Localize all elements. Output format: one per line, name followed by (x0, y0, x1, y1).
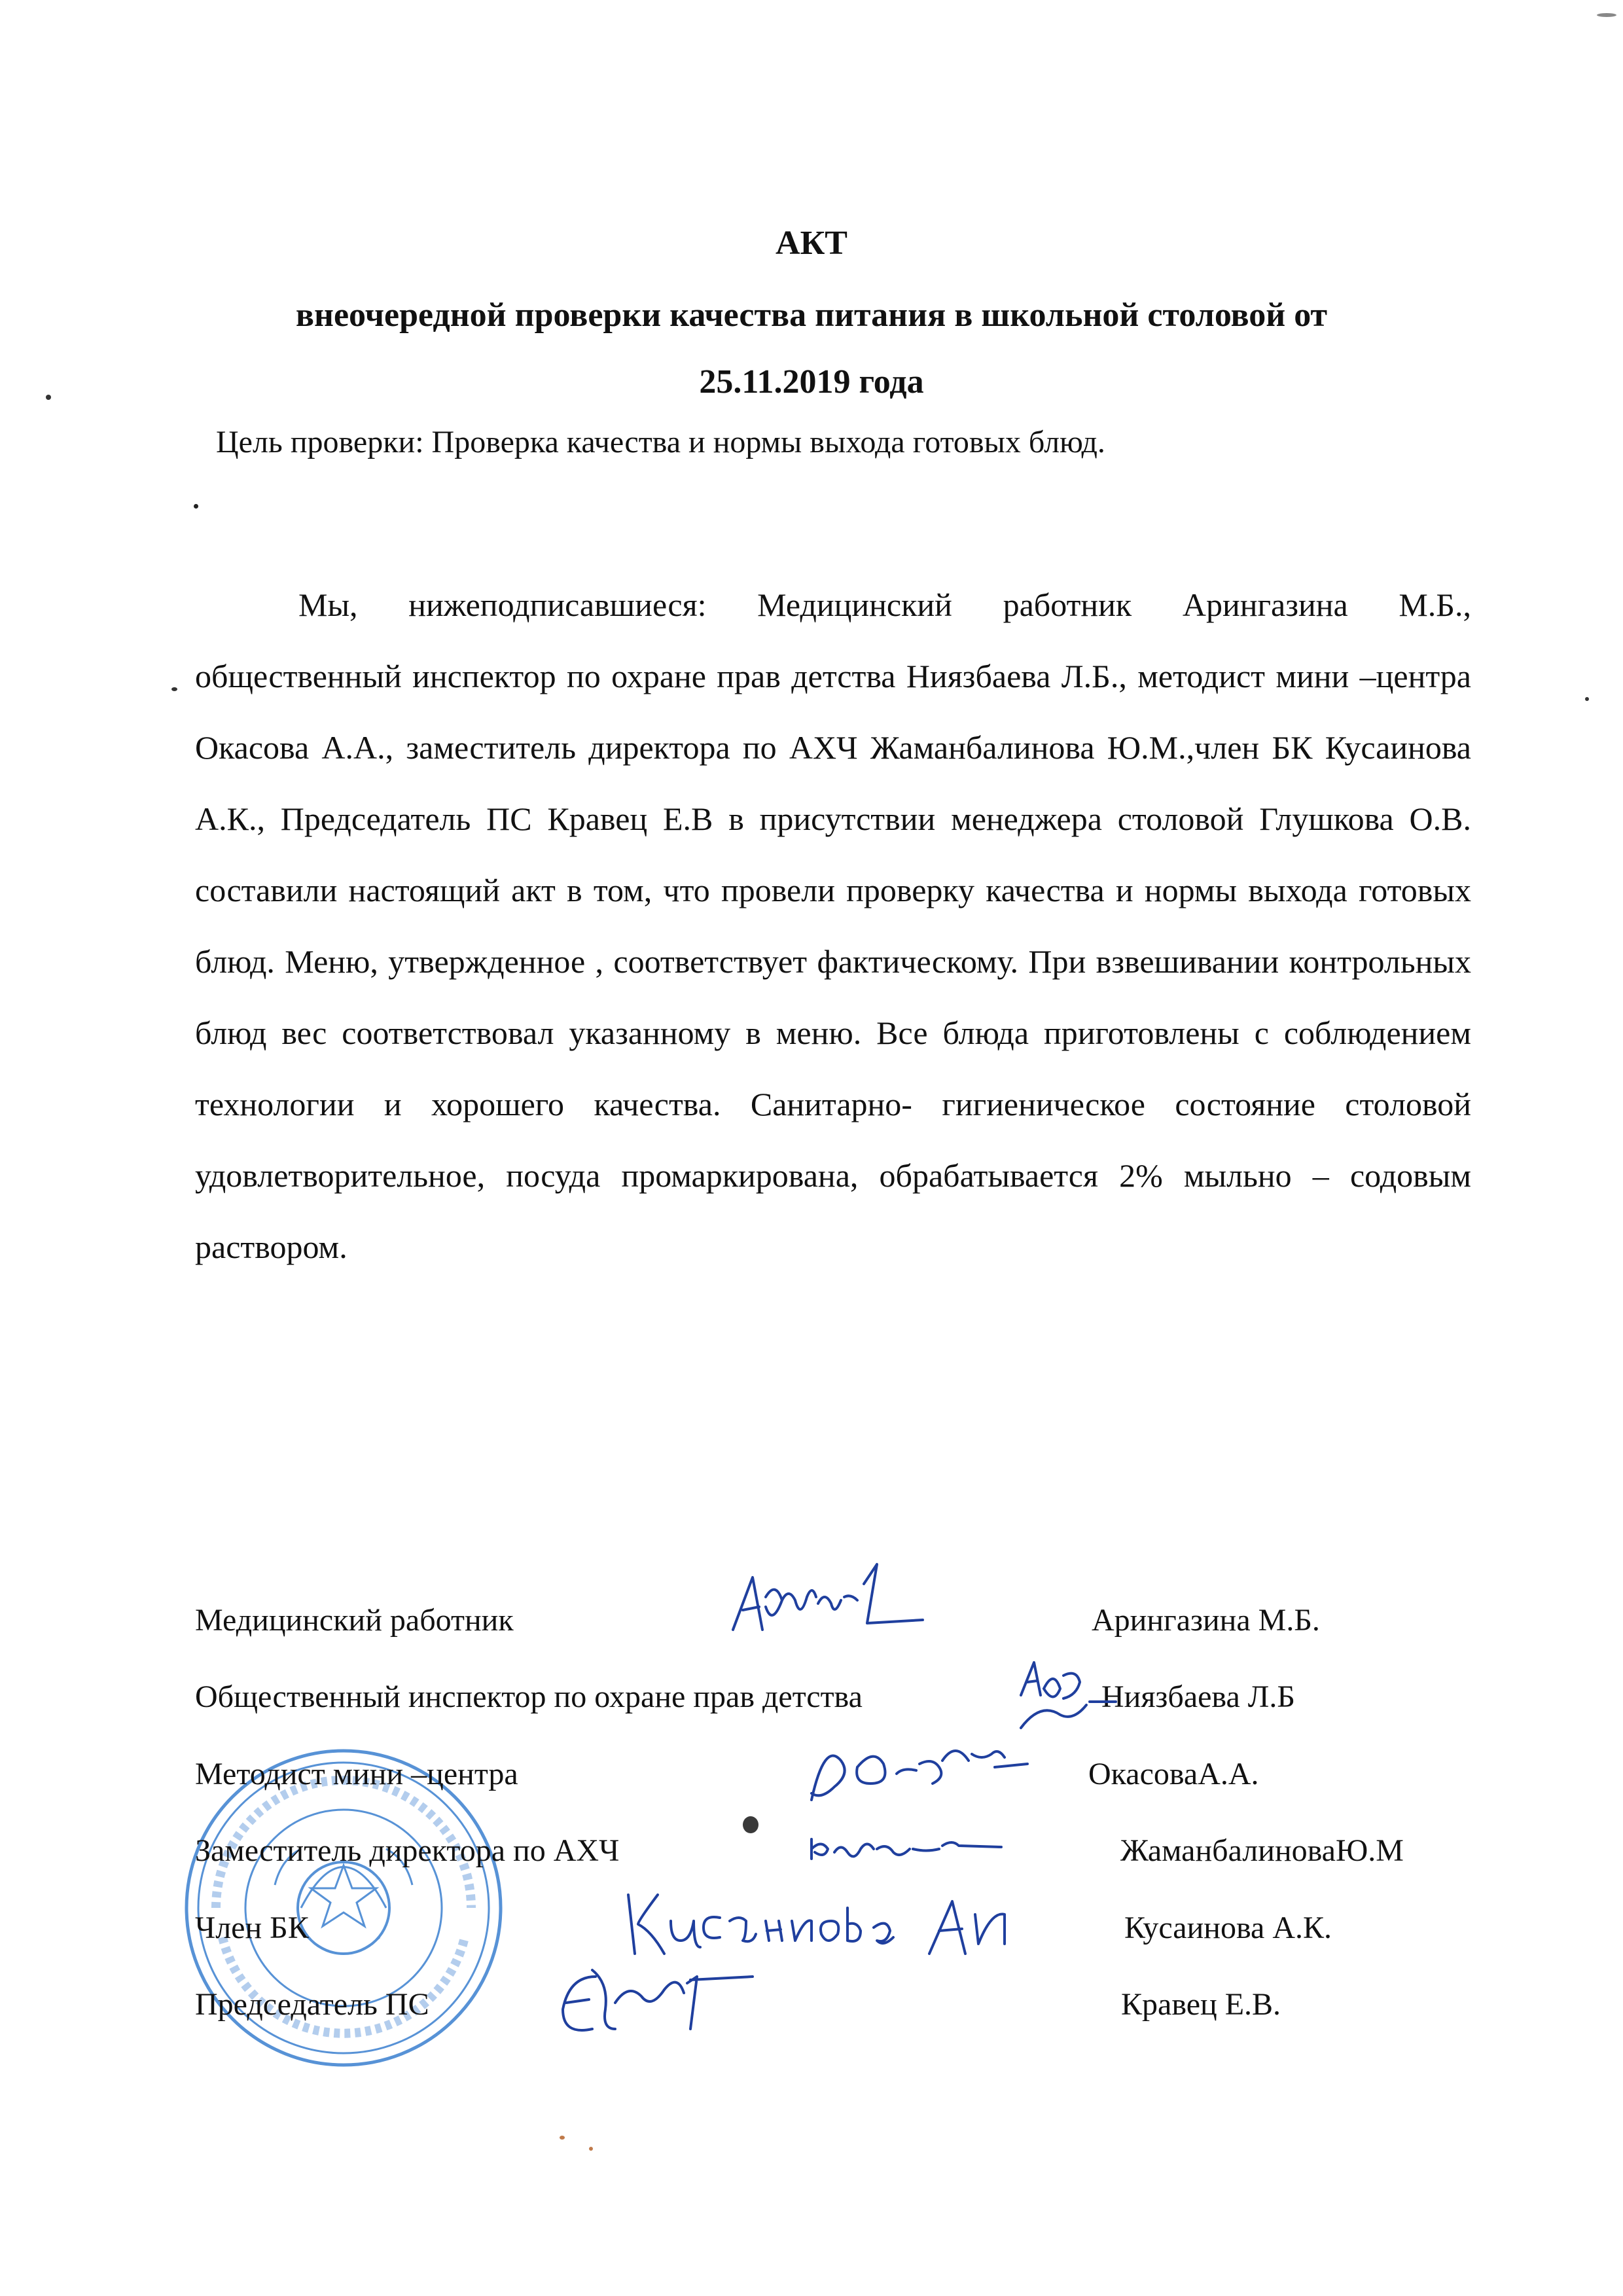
signature-medical (726, 1558, 936, 1662)
signer-name-deputy: ЖаманбалиноваЮ.М (1120, 1833, 1404, 1868)
scan-speck (1597, 13, 1616, 17)
signature-deputy (805, 1820, 1014, 1878)
signer-role-bk-member: Член БК (195, 1910, 309, 1945)
scan-speck (560, 2136, 565, 2140)
signer-name-medical: Арингазина М.Б. (1092, 1603, 1320, 1638)
signature-methodist (805, 1728, 1041, 1820)
signer-role-medical: Медицинский работник (195, 1603, 514, 1638)
act-body-paragraph: Мы, нижеподписавшиеся: Медицинский работник Арингазина М.Б., общественный инспектор по охране прав детства Ниязбаева Л.Б., методист мини –центра Окасова А.А., заместитель директора по АХЧ Жаманбалинова Ю.М.,член БК Кусаинова А.К., Председатель ПС Кравец Е.В в присутствии менеджера столовой Глушкова О.В. составили настоящий акт в том, что провели проверку качества и нормы выхода готовых блюд. Меню, утвержденное , соответствует фактическому. При взвешивании контрольных блюд вес соответствовал указанному в меню. Все блюда приготовлены с соблюдением технологии и хорошего качества. Санитарно- гигиеническое состояние столовой удовлетворительное, посуда промаркирована, обрабатывается 2% мыльно – содовым раствором. (195, 586, 1471, 1265)
ink-blot (743, 1816, 758, 1833)
scan-speck (46, 395, 51, 400)
signer-role-deputy: Заместитель директора по АХЧ (195, 1833, 620, 1868)
document-subtitle: внеочередной проверки качества питания в школьной столовой от (295, 296, 1328, 334)
signer-role-methodist: Методист мини –центра (195, 1757, 518, 1791)
signer-name-methodist: ОкасоваА.А. (1088, 1757, 1259, 1791)
scan-speck (589, 2147, 593, 2151)
document-date: 25.11.2019 года (699, 363, 924, 401)
inspection-purpose: Цель проверки: Проверка качества и нормы выхода готовых блюд. (216, 425, 1105, 459)
signature-bk-member (622, 1882, 1027, 1967)
stray-dot (194, 504, 198, 509)
signer-name-ps-chair: Кравец Е.В. (1121, 1987, 1281, 2022)
signer-name-inspector: Ниязбаева Л.Б (1101, 1679, 1295, 1714)
signer-role-inspector: Общественный инспектор по охране прав детства (195, 1679, 863, 1714)
scan-speck (171, 687, 177, 691)
signer-name-bk-member: Кусаинова А.К. (1124, 1910, 1332, 1945)
signature-ps-chair (556, 1957, 766, 2049)
scan-speck (1585, 697, 1589, 701)
signer-role-ps-chair: Председатель ПС (195, 1987, 429, 2022)
document-title: АКТ (776, 224, 847, 262)
